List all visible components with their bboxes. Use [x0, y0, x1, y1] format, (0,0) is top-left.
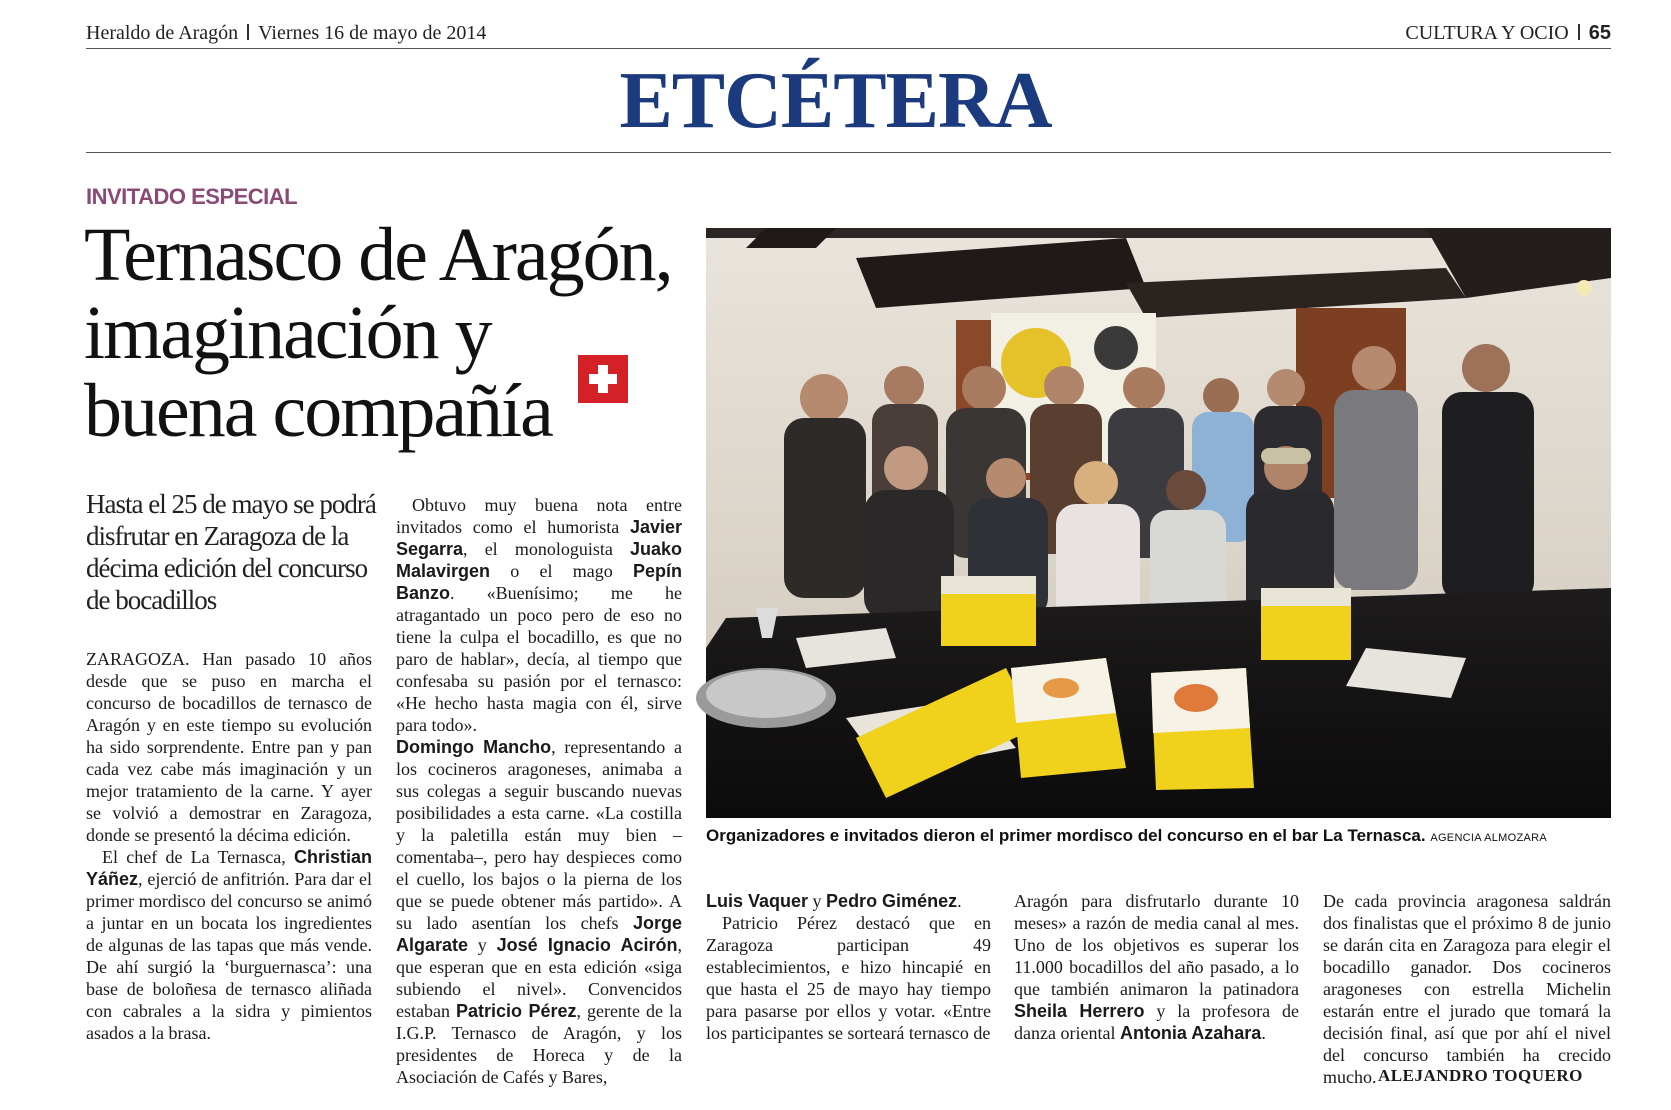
article-subhead: Hasta el 25 de mayo se podrá disfrutar en Zaragoza de la décima edición del concurso de bocadillos — [86, 489, 376, 615]
body-text: y la profesora de danza oriental — [1014, 1001, 1299, 1043]
article-photo — [706, 228, 1611, 818]
body-text: . — [957, 891, 962, 911]
photo-illustration — [706, 228, 1611, 818]
body-paragraph: ZARAGOZA. Han pasado 10 años desde que se puso en marcha el concurso de bocadillos de ternasco de Aragón y en este tiempo su evolución ha sido sorprendente. Entre pan y pan cada vez cabe más imaginación y un mejor tratamiento de la carne. Y ayer se volvió a demostrar en Zaragoza, donde se presentó la décima edición. — [86, 649, 372, 845]
header-right — [1405, 22, 1611, 45]
body-paragraph — [706, 912, 991, 1044]
person-name: Jorge Algarate — [396, 913, 682, 955]
section-name: CULTURA Y OCIO — [1405, 22, 1569, 44]
article-column-2 — [396, 494, 682, 1087]
article-byline: ALEJANDRO TOQUERO — [1378, 1066, 1583, 1085]
person-name: Pepín Banzo — [396, 561, 682, 603]
headline-line: imaginación y — [84, 291, 491, 375]
header-left — [86, 22, 486, 45]
caption-text: Organizadores e invitados dieron el primer mordisco del concurso en el bar La Ternasca. — [706, 826, 1426, 845]
body-text: , el monologuista — [463, 539, 630, 559]
person-name: Christian Yáñez — [86, 847, 372, 889]
plus-icon — [578, 355, 628, 403]
body-text: , representando a los cocineros aragoneses, animaba a sus colegas a seguir buscando nuevas posibilidades a esta carne. «La costilla y la paletilla están muy bien –comentaba–, pero hay despieces como el cuello, los bajos o la pierna de los que se puede obtener más partido». A su lado asentían los chefs — [396, 737, 682, 933]
article-column-4 — [1014, 890, 1299, 1044]
person-name: Luis Vaquer — [706, 891, 809, 911]
body-text: , ejerció de anfitrión. Para dar el primer mordisco del concurso se animó a juntar en un bocata los ingredientes de algunas de las tapas que más vende. De ahí surgió la ‘burguernasca’: una base de boloñesa de ternasco aliñada con cabrales a la sidra y pimientos asados a la brasa. — [86, 869, 372, 1043]
body-text: Aragón para disfrutarlo durante 10 meses» a razón de media canal al mes. Uno de los objetivos es superar los 11.000 bocadillos del año pasado, a lo que también animaron la patinadora — [1014, 891, 1299, 999]
body-text: El chef de La Ternasca, — [102, 847, 294, 867]
body-text: y — [808, 891, 827, 911]
body-paragraph-continued — [1323, 890, 1611, 1088]
article-kicker: INVITADO ESPECIAL — [86, 184, 298, 209]
person-name: Sheila Herrero — [1014, 1001, 1145, 1021]
body-text: o el mago — [490, 561, 633, 581]
body-text: Obtuvo muy buena nota entre invitados como el humorista — [396, 495, 682, 537]
issue-date: Viernes 16 de mayo de 2014 — [258, 22, 487, 44]
body-paragraph — [86, 846, 372, 1044]
article-column-1 — [86, 648, 372, 1044]
person-name: Patricio Pérez — [455, 1001, 577, 1021]
body-paragraph-continued — [1014, 890, 1299, 1044]
photo-caption — [706, 826, 1611, 846]
body-paragraph: De cada provincia aragonesa saldrán dos finalistas que el próximo 8 de junio se darán cita en Zaragoza para elegir el bocadillo ganador. Dos cocineros aragoneses con estrella Michelin estarán entre el jurado que tomará la decisión final, así que por ahí el nivel del concurso también ha crecido mucho. — [1323, 891, 1611, 1087]
article-headline — [84, 213, 684, 453]
body-text: , que esperan que en esta edición «siga subiendo el nivel». Convencidos estaban — [396, 935, 682, 1021]
body-text: . — [1261, 1023, 1266, 1043]
headline-line: buena compañía — [84, 369, 552, 453]
person-name: Domingo Mancho — [396, 737, 552, 757]
page-number: 65 — [1588, 22, 1611, 44]
person-name: Juako Malavirgen — [396, 539, 682, 581]
body-paragraph — [396, 736, 682, 1088]
person-name: Javier Segarra — [396, 517, 682, 559]
section-masthead: ETCÉTERA — [619, 57, 1052, 145]
publication-name: Heraldo de Aragón — [86, 22, 239, 44]
masthead-rule — [86, 152, 1611, 153]
body-text: y — [468, 935, 497, 955]
person-name: José Ignacio Acirón — [496, 935, 678, 955]
body-paragraph — [396, 494, 682, 736]
photo-credit: AGENCIA ALMOZARA — [1430, 832, 1547, 844]
header-separator — [1578, 24, 1580, 40]
body-text: Patricio Pérez destacó que en Zaragoza participan 49 establecimientos, e hizo hincapié en que hasta el 25 de mayo hay tiempo para pasarse por ellos y votar. «Entre los participantes se sorteará ternasco de — [706, 913, 991, 1043]
person-name: Pedro Giménez — [826, 891, 958, 911]
body-paragraph — [706, 890, 991, 912]
body-text: . «Buenísimo; me he atragantado un poco pero de eso no tiene la culpa el bocadillo, es que no paro de hablar», decía, al tiempo que confesaba su pasión por el ternasco: «He hecho hasta magia con él, sirve para todo». — [396, 583, 682, 735]
headline-line: Ternasco de Aragón, — [84, 213, 672, 297]
header-rule — [86, 48, 1611, 49]
header-separator — [247, 24, 249, 40]
person-name: Antonia Azahara — [1119, 1023, 1262, 1043]
body-text: , gerente de la I.G.P. Ternasco de Aragón, y los presidentes de Horeca y de la Asociación de Cafés y Bares, — [396, 1001, 682, 1087]
article-column-3 — [706, 890, 991, 1044]
